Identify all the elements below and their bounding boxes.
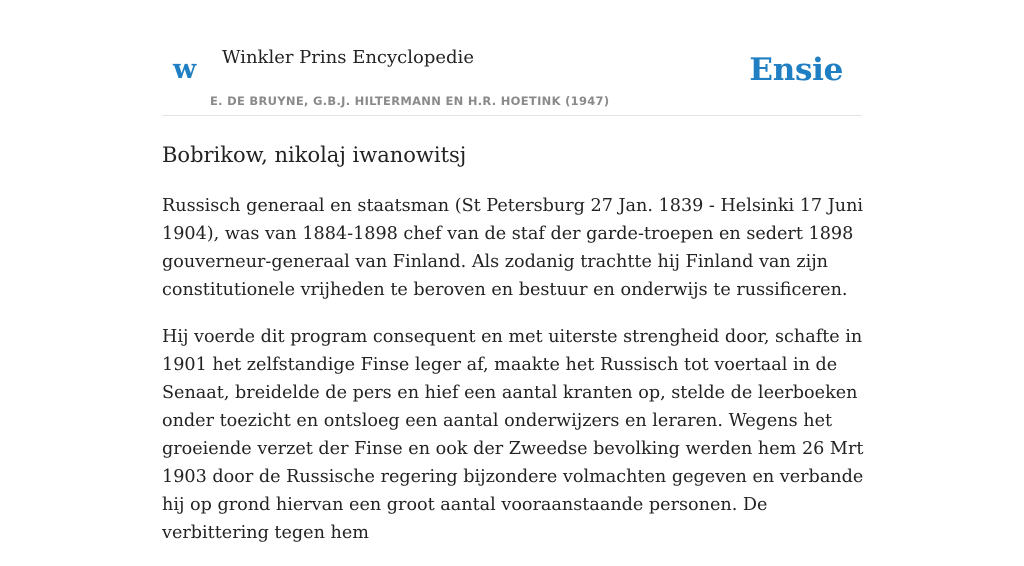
source-title[interactable]: Winkler Prins Encyclopedie bbox=[222, 47, 474, 68]
article-paragraph-2: Hij voerde dit program consequent en met uiterste strengheid door, schafte in 1901 het zelfstandige Finse leger af, maakte het Russisch tot voertaal in de Senaat, breidelde de pers en hief een aantal kranten op, stelde de leerboeken onder toezicht en ontsloeg een aantal onderwijzers en leraren. Wegens het groeiende verzet der Finse en ook der Zweedse bevolking werden hem 26 Mrt 1903 door de Russische regering bijzondere volmachten gegeven en verbande hij op grond hiervan een groot aantal vooraanstaande personen. De verbittering tegen hem bbox=[162, 327, 864, 543]
ensie-logo[interactable]: Ensie bbox=[749, 52, 843, 88]
article-title: Bobrikow, nikolaj iwanowitsj bbox=[162, 143, 467, 167]
source-header bbox=[162, 40, 862, 116]
article-body bbox=[162, 192, 866, 566]
source-authors: E. DE BRUYNE, G.B.J. HILTERMANN EN H.R. HOETINK (1947) bbox=[210, 94, 610, 108]
article-paragraph-1: Russisch generaal en staatsman (St Petersburg 27 Jan. 1839 - Helsinki 17 Juni 1904), was van 1884-1898 chef van de staf der garde-troepen en sedert 1898 gouverneur-generaal van Finland. Als zodanig trachtte hij Finland van zijn constitutionele vrijheden te beroven en bestuur en onderwijs te russificeren. bbox=[162, 196, 864, 300]
winkler-prins-logo[interactable]: w bbox=[173, 54, 197, 85]
